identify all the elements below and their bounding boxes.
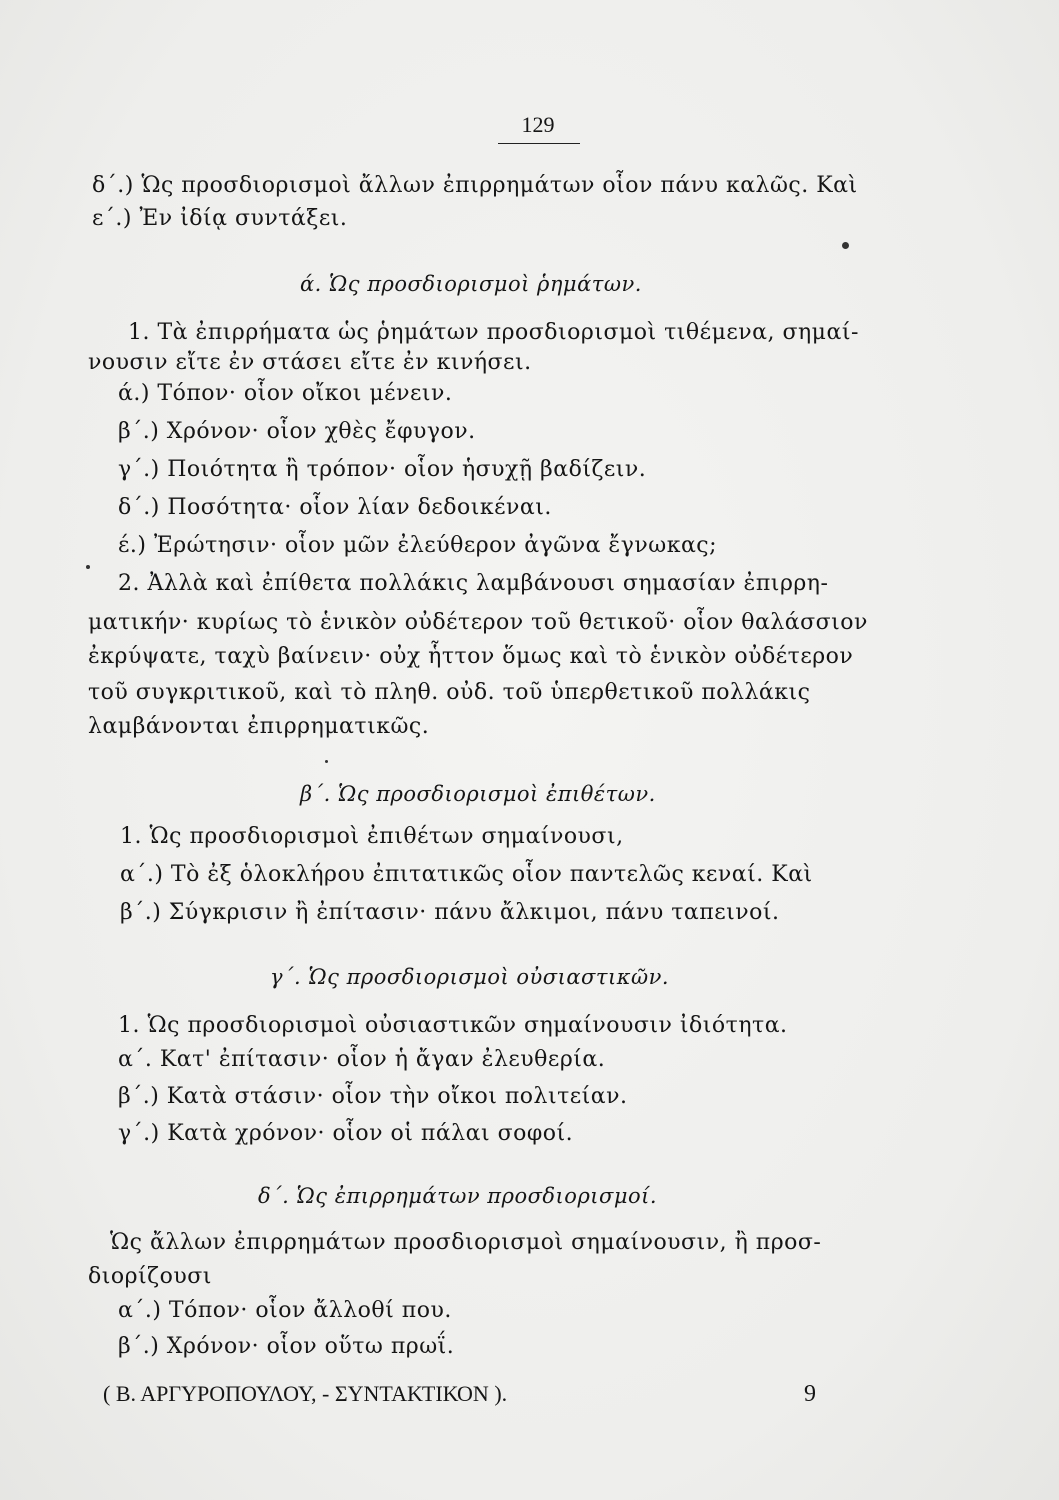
text-line: νουσιν εἴτε ἐν στάσει εἴτε ἐν κινήσει.	[88, 350, 532, 375]
text-line: β΄.) Χρόνον· οἷον χθὲς ἔφυγον.	[118, 419, 476, 444]
text-line: α΄. Κατ' ἐπίτασιν· οἷον ἡ ἄγαν ἐλευθερία.	[118, 1047, 606, 1072]
text-line: β΄.) Κατὰ στάσιν· οἷον τὴν οἴκοι πολιτείαν.	[118, 1084, 628, 1109]
text-line: ἐκρύψατε, ταχὺ βαίνειν· οὐχ ἧττον ὅμως καὶ τὸ ἑνικὸν οὐδέτερον	[88, 644, 854, 669]
text-line: δ΄.) Ὡς προσδιορισμοὶ ἄλλων ἐπιρρημάτων οἷον πάνυ καλῶς. Καὶ	[92, 173, 858, 198]
footer-signature-number: 9	[804, 1381, 816, 1407]
section-heading: δ΄. Ὡς ἐπιρρημάτων προσδιορισμοί.	[258, 1184, 658, 1208]
text-line: τοῦ συγκριτικοῦ, καὶ τὸ πληθ. οὐδ. τοῦ ὑπερθετικοῦ πολλάκις	[88, 680, 811, 705]
text-line: διορίζουσι	[88, 1264, 212, 1289]
text-line: 2. Ἀλλὰ καὶ ἐπίθετα πολλάκις λαμβάνουσι σημασίαν ἐπιρρη-	[118, 571, 829, 596]
text-line: α΄.) Τόπον· οἷον ἄλλοθί που.	[118, 1298, 452, 1323]
text-line: 1. Ὡς προσδιορισμοὶ οὐσιαστικῶν σημαίνουσιν ἰδιότητα.	[118, 1013, 788, 1038]
text-line: λαμβάνονται ἐπιρρηματικῶς.	[88, 714, 430, 739]
text-line: ματικήν· κυρίως τὸ ἑνικὸν οὐδέτερον τοῦ θετικοῦ· οἷον θαλάσσιον	[88, 610, 868, 635]
text-line: Ὡς ἄλλων ἐπιρρημάτων προσδιορισμοὶ σημαίνουσιν, ἢ προσ-	[110, 1230, 822, 1255]
text-line: 1. Τὰ ἐπιρρήματα ὡς ῥημάτων προσδιορισμοὶ τιθέμενα, σημαί-	[128, 320, 859, 345]
text-line: ε΄.) Ἐν ἰδίᾳ συντάξει.	[92, 206, 348, 231]
section-heading: ά. Ὡς προσδιορισμοὶ ῥημάτων.	[300, 272, 642, 296]
footer-title: ( Β. ΑΡΓΥΡΟΠΟΥΛΟΥ, - ΣΥΝΤΑΚΤΙΚΟΝ ).	[103, 1381, 508, 1406]
section-heading: β΄. Ὡς προσδιορισμοὶ ἐπιθέτων.	[300, 782, 656, 806]
page-number-rule	[498, 143, 580, 144]
text-line: γ΄.) Κατὰ χρόνον· οἷον οἱ πάλαι σοφοί.	[118, 1121, 574, 1146]
text-line: β΄.) Χρόνον· οἷον οὕτω πρωΐ.	[118, 1334, 455, 1359]
ink-speck	[842, 242, 849, 249]
text-line: ά.) Τόπον· οἷον οἴκοι μένειν.	[118, 381, 453, 406]
text-line: γ΄.) Ποιότητα ἢ τρόπον· οἷον ἡσυχῇ βαδίζειν.	[118, 457, 647, 482]
text-line: β΄.) Σύγκρισιν ἢ ἐπίτασιν· πάνυ ἄλκιμοι, πάνυ ταπεινοί.	[120, 900, 780, 925]
text-line: έ.) Ἐρώτησιν· οἷον μῶν ἐλεύθερον ἀγῶνα ἔγνωκας;	[118, 533, 718, 558]
ink-speck	[325, 760, 328, 763]
ink-speck	[86, 565, 90, 569]
text-line: 1. Ὡς προσδιορισμοὶ ἐπιθέτων σημαίνουσι,	[120, 824, 624, 849]
page-number: 129	[521, 112, 555, 137]
text-line: δ΄.) Ποσότητα· οἷον λίαν δεδοικέναι.	[118, 495, 552, 520]
section-heading: γ΄. Ὡς προσδιορισμοὶ οὐσιαστικῶν.	[270, 965, 670, 989]
text-line: α΄.) Τὸ ἐξ ὁλοκλήρου ἐπιτατικῶς οἷον παντελῶς κεναί. Καὶ	[120, 862, 813, 887]
